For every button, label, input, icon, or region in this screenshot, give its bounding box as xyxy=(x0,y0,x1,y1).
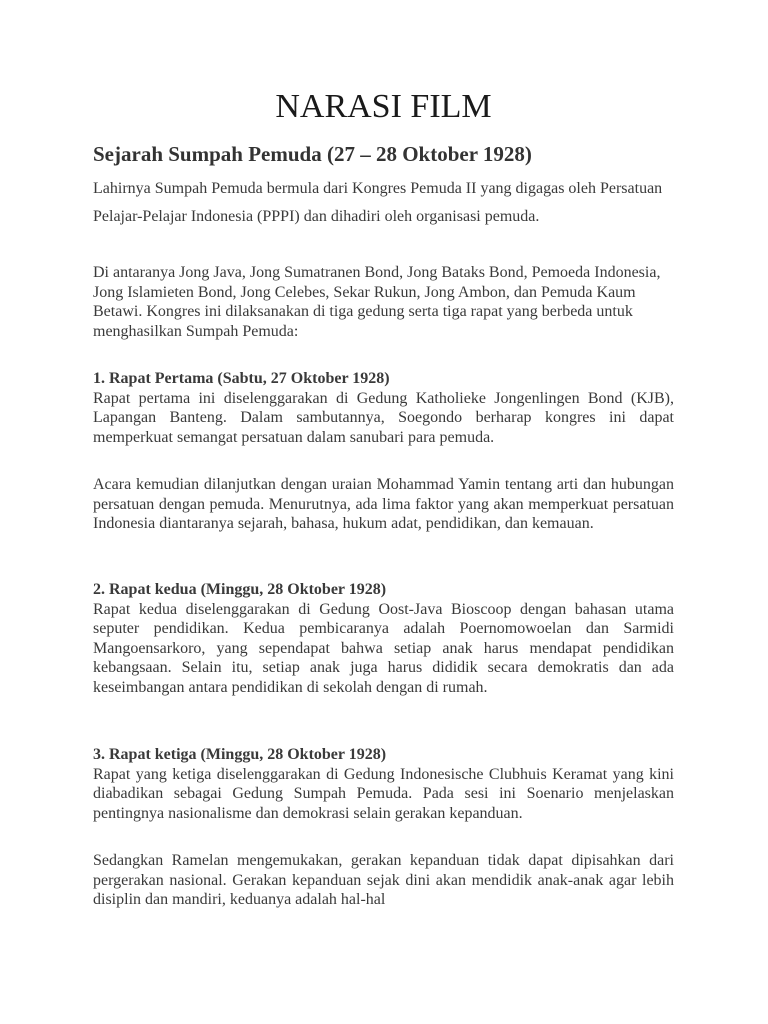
section-text: Rapat pertama ini diselenggarakan di Gedung Katholieke Jongenlingen Bond (KJB), Lapangan Banteng. Dalam sambutannya, Soegondo berharap kongres ini dapat memperkuat semangat persatuan dalam sanubari para pemuda. xyxy=(93,389,674,446)
section-heading: 1. Rapat Pertama (Sabtu, 27 Oktober 1928) xyxy=(93,370,390,387)
document-title: NARASI FILM xyxy=(275,88,492,125)
section-rapat-ketiga xyxy=(93,745,674,823)
section-rapat-kedua xyxy=(93,580,674,697)
yamin-paragraph: Acara kemudian dilanjutkan dengan uraian Mohammad Yamin tentang arti dan hubungan persatuan dengan pemuda. Menurutnya, ada lima faktor yang akan memperkuat persatuan Indonesia diantaranya sejarah, bahasa, hukum adat, pendidikan, dan kemauan. xyxy=(93,476,674,532)
section-heading: 2. Rapat kedua (Minggu, 28 Oktober 1928) xyxy=(93,581,387,598)
section-rapat-pertama xyxy=(93,369,674,447)
ramelan-paragraph: Sedangkan Ramelan mengemukakan, gerakan kepanduan tidak dapat dipisahkan dari pergerakan nasional. Gerakan kepanduan sejak dini akan mendidik anak-anak agar lebih disiplin dan mandiri, keduanya adalah hal-hal xyxy=(93,852,674,908)
organizations-paragraph: Di antaranya Jong Java, Jong Sumatranen Bond, Jong Bataks Bond, Pemoeda Indonesia, Jong Islamieten Bond, Jong Celebes, Sekar Rukun, Jong Ambon, dan Pemuda Kaum Betawi. Kongres ini dilaksanakan di tiga gedung serta tiga rapat yang berbeda untuk menghasilkan Sumpah Pemuda: xyxy=(93,264,661,340)
section-text: Rapat yang ketiga diselenggarakan di Gedung Indonesische Clubhuis Keramat yang kini diabadikan sebagai Gedung Sumpah Pemuda. Pada sesi ini Soenario menjelaskan pentingnya nasionalisme dan demokrasi selain gerakan kepanduan. xyxy=(93,765,674,822)
section-heading: 3. Rapat ketiga (Minggu, 28 Oktober 1928) xyxy=(93,746,387,763)
section-text: Rapat kedua diselenggarakan di Gedung Oost-Java Bioscoop dengan bahasan utama seputer pendidikan. Kedua pembicaranya adalah Poernomowoelan dan Sarmidi Mangoensarkoro, yang sependapat bahwa setiap anak harus mendapat pendidikan kebangsaan. Selain itu, setiap anak juga harus dididik secara demokratis dan ada keseimbangan antara pendidikan di sekolah dengan di rumah. xyxy=(93,600,674,696)
document-subtitle: Sejarah Sumpah Pemuda (27 – 28 Oktober 1928) xyxy=(93,142,532,166)
intro-paragraph: Lahirnya Sumpah Pemuda bermula dari Kongres Pemuda II yang digagas oleh Persatuan Pelajar-Pelajar Indonesia (PPPI) dan dihadiri oleh organisasi pemuda. xyxy=(93,180,663,225)
